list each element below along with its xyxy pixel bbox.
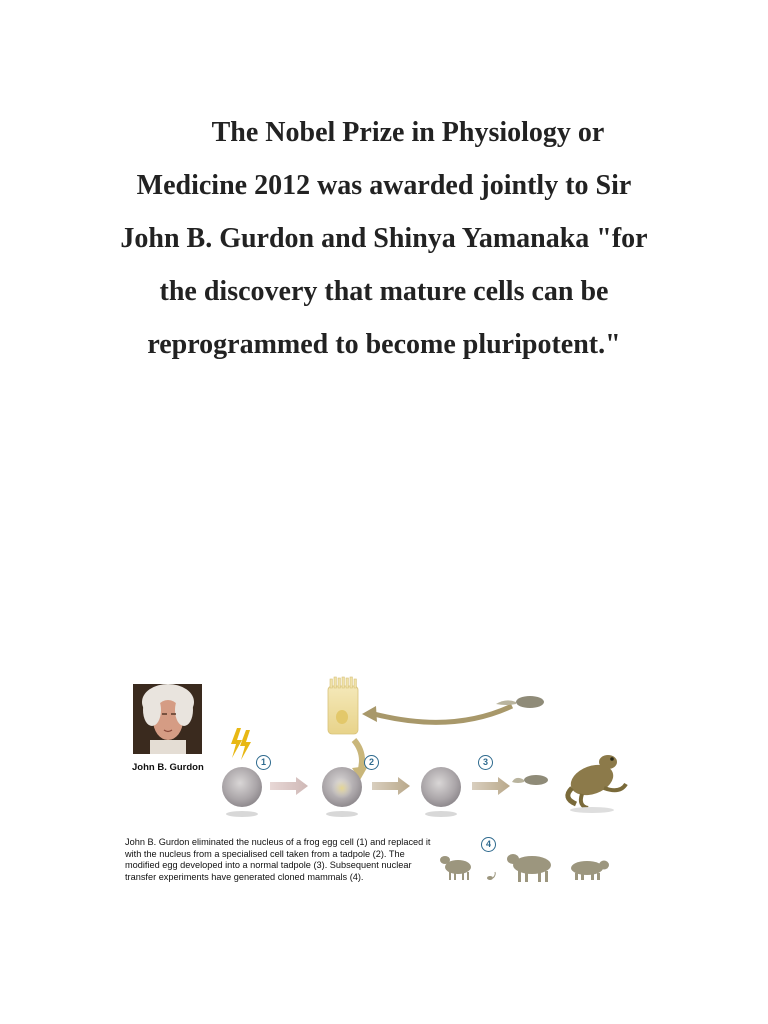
lightning-icon [231,728,251,760]
tadpole-top [496,696,544,708]
figure-caption: John B. Gurdon eliminated the nucleus of a frog egg cell (1) and replaced it with the nucleus from a specialised cell taken from a tadpole (2). The modified egg developed into a normal tadpole (3). Subsequent nuclear transfer experiments have generated cloned mammals (4). [125,837,431,882]
nuclear-transfer-figure [92,662,656,918]
heading-line-4: the discovery that mature cells can be [159,276,609,307]
cloned-mammals [440,854,609,882]
frog-egg-3 [421,767,461,817]
tadpole-to-cell-arrow [374,706,512,722]
arrow-1 [270,777,308,795]
step-4-badge: 4 [481,837,496,852]
heading-line-1: The Nobel Prize in Physiology or [211,117,605,148]
cow-icon [507,854,551,882]
tadpole-3 [512,775,548,785]
pig-icon [571,861,609,881]
adult-frog [567,755,626,813]
nobel-announcement-heading [60,106,708,371]
arrow-3 [472,777,510,795]
gurdon-portrait [133,684,202,754]
heading-line-3: John B. Gurdon and Shinya Yamanaka "for [120,223,648,254]
heading-line-2: Medicine 2012 was awarded jointly to Sir [136,170,632,201]
arrow-2 [372,777,410,795]
sheep-icon [440,856,471,880]
portrait-label: John B. Gurdon [132,762,204,773]
specialised-cell [328,677,358,734]
step-2-badge: 2 [364,755,379,770]
step-1-badge: 1 [256,755,271,770]
frog-egg-2 [322,767,362,817]
mouse-icon [487,872,495,880]
frog-egg-1 [222,767,262,817]
heading-line-5: reprogrammed to become pluripotent." [147,329,621,360]
step-3-badge: 3 [478,755,493,770]
